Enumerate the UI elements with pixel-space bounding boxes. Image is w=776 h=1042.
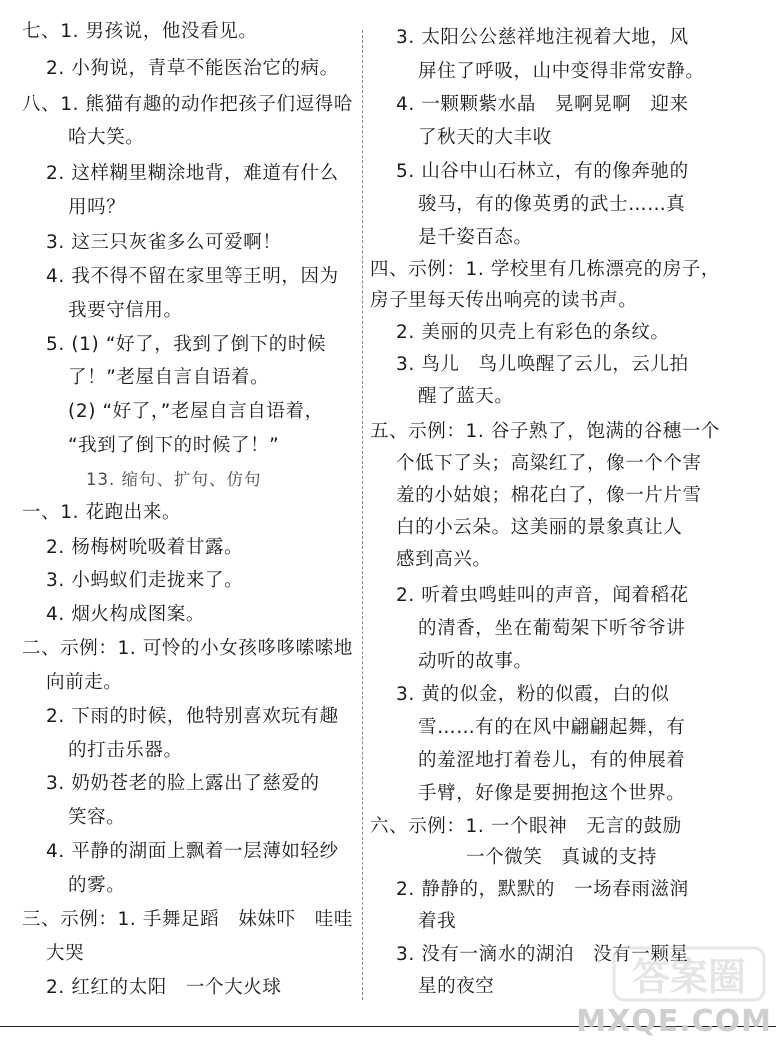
answer-line: 3. 奶奶苍老的脸上露出了慈爱的 [46,773,320,794]
answer-line: 羞的小姑娘；棉花白了，像一片片雪 [396,485,702,506]
answer-line: “我到了倒下的时候了！” [68,435,280,456]
answer-line: 3. 这三只灰雀多么可爱啊！ [46,232,282,253]
answer-line: 3. 小蚂蚁们走拢来了。 [46,570,244,591]
answer-line: 星的夜空 [418,976,495,997]
answer-line: 二、示例：1. 可怜的小女孩哆哆嗦嗦地 [22,638,353,659]
answer-line: 六、示例：1. 一个眼神 无言的鼓励 [370,816,682,837]
answer-line: 我要守信用。 [68,300,183,321]
answer-line: 八、1. 熊猫有趣的动作把孩子们逗得哈 [22,94,353,115]
answer-line: 4. 平静的湖面上飘着一层薄如轻纱 [46,841,339,862]
answer-line: 笑容。 [68,807,126,828]
answer-line: 四、示例：1. 学校里有几栋漂亮的房子， [370,259,721,280]
answer-line: 2. 静静的，默默的 一场春雨滋润 [396,879,689,900]
answer-line: (2) “好了，”老屋自言自语着， [68,401,324,422]
answer-line: 感到高兴。 [396,549,492,570]
answer-line: 个低下了头；高粱红了，像一个个害 [396,453,702,474]
answer-line: 三、示例：1. 手舞足蹈 妹妹吓 哇哇 [22,909,353,930]
answer-line: 动听的故事。 [418,651,533,672]
answer-line: 2. 这样糊里糊涂地背，难道有什么 [46,163,339,184]
answer-line: 2. 杨梅树吮吸着甘露。 [46,537,244,558]
answer-line: 3. 没有一滴水的湖泊 没有一颗星 [396,944,689,965]
answer-line: 骏马，有的像英勇的武士……真 [418,194,686,215]
answer-line: 向前走。 [46,672,123,693]
answer-line: 5. (1) “好了，我到了倒下的时候 [46,334,327,355]
answer-line: 2. 美丽的贝壳上有彩色的条纹。 [396,322,670,343]
answer-line: 一个微笑 真诚的支持 [466,847,658,868]
answer-line: 2. 听着虫鸣蛙叫的声音，闻着稻花 [396,585,689,606]
answer-line: 3. 太阳公公慈祥地注视着大地，风 [396,27,689,48]
answer-line: 雪……有的在风中翩翩起舞，有 [418,717,686,738]
answer-line: 4. 我不得不留在家里等王明，因为 [46,266,339,287]
answer-line: 的清香，坐在葡萄架下听爷爷讲 [418,618,686,639]
answer-line: 3. 鸟儿 鸟儿唤醒了云儿，云儿拍 [396,354,689,375]
watermark-url: MXQE.COM [576,1004,772,1039]
answer-line: 五、示例：1. 谷子熟了，饱满的谷穗一个 [370,421,721,442]
column-divider [362,30,363,1000]
answer-line: 白的小云朵。这美丽的景象真让人 [396,517,683,538]
answer-line: 4. 一颗颗紫水晶 晃啊晃啊 迎来 [396,94,689,115]
answer-line: 4. 烟火构成图案。 [46,604,206,625]
answer-line: 醒了蓝天。 [418,386,514,407]
answer-line: 大哭 [46,943,85,964]
answer-line: 房子里每天传出响亮的读书声。 [370,290,638,311]
answer-line: 七、1. 男孩说，他没看见。 [22,21,258,42]
answer-line: 了！”老屋自言自语着。 [68,367,270,388]
answer-line: 2. 红红的太阳 一个大火球 [46,977,282,998]
answer-line: 着我 [418,911,457,932]
answer-line: 的羞涩地打着卷儿，有的伸展着 [418,750,686,771]
watermark-logo-text: 答案圈 [631,955,747,999]
answer-line: 2. 小狗说，青草不能医治它的病。 [46,58,339,79]
answer-line: 用吗？ [68,197,126,218]
answer-line: 的打击乐器。 [68,740,183,761]
answer-line: 哈大笑。 [68,127,145,148]
answer-line: 屏住了呼吸，山中变得非常安静。 [418,61,705,82]
answer-line: 手臂，好像是要拥抱这个世界。 [418,783,686,804]
answer-line: 5. 山谷中山石林立，有的像奔驰的 [396,161,689,182]
answer-line: 2. 下雨的时候，他特别喜欢玩有趣 [46,706,339,727]
answer-line: 的雾。 [68,875,126,896]
answer-line: 了秋天的大丰收 [418,127,552,148]
answer-line: 3. 黄的似金，粉的似霞，白的似 [396,684,670,705]
answer-line: 是千姿百态。 [418,227,533,248]
answer-line: 一、1. 花跑出来。 [22,502,182,523]
section-heading: 13. 缩句、扩句、仿句 [86,470,262,489]
